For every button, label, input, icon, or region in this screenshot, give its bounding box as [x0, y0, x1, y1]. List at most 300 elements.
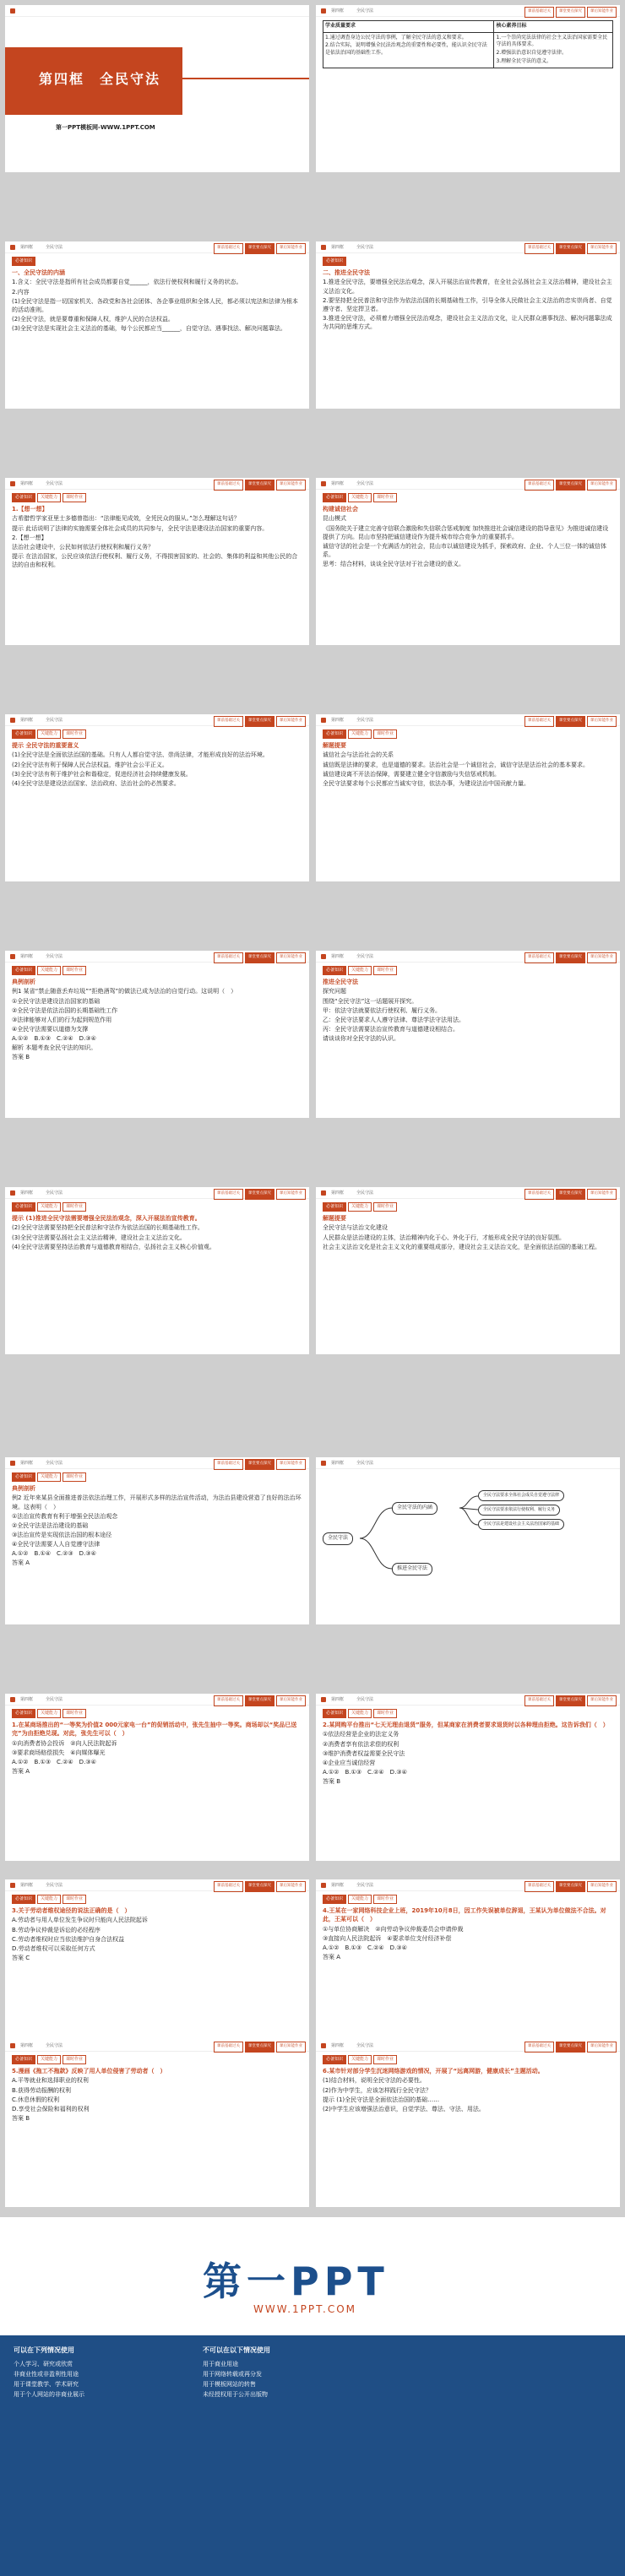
nav-button-pre[interactable]: 课前基础过关	[214, 1459, 243, 1470]
nav-button-key[interactable]: 课堂要点探究	[245, 2042, 274, 2053]
text-line: 5.漫画《拖工不拖款》反映了用人单位侵害了劳动者（ ）	[12, 2068, 166, 2075]
slide-header	[316, 951, 620, 963]
text-line: (2)全民守法，就是要尊重和保障人权，维护人民的合法权益。	[12, 315, 174, 323]
header-topic: 全民守法	[46, 2043, 63, 2048]
slide-mindmap	[316, 1457, 620, 1624]
text-line: ②消费者享有依法求偿的权利	[323, 1740, 399, 1748]
text-line: 3.关于劳动者维权途径的说法正确的是（ ）	[12, 1907, 131, 1915]
text-line: ③直接向人民法院起诉 ④要求单位支付经济补偿	[323, 1934, 452, 1942]
nav-button-hw[interactable]: 课后知能作业	[276, 1459, 306, 1470]
slide-header	[316, 478, 620, 490]
text-line: (1)全民守法是指一切国家机关、各政党和各社会团体、各企事业组织和全体人民，都必须以宪法和法律为根本的活动准则。	[12, 297, 298, 313]
slide-header	[316, 714, 620, 726]
header-chapter: 第四框	[20, 245, 34, 250]
nav-button-hw[interactable]: 课后知能作业	[276, 1189, 306, 1200]
section-tab[interactable]: 关键能力	[348, 493, 372, 502]
slide-header	[316, 241, 620, 253]
header-chapter: 第四框	[20, 1697, 34, 1702]
nav-button-hw[interactable]: 课后知能作业	[587, 243, 617, 254]
header-marker-icon	[10, 8, 15, 14]
slide-header	[5, 714, 309, 726]
slide-s3	[5, 241, 309, 409]
nav-button-key[interactable]: 课堂要点探究	[556, 2042, 585, 2053]
nav-button-hw[interactable]: 课后知能作业	[587, 952, 617, 963]
section-tab[interactable]: 必备知识	[323, 729, 346, 739]
allowed-item: 非商业性或非盈利性用途	[14, 2370, 79, 2378]
section-tab[interactable]: 关键能力	[37, 1709, 61, 1718]
allowed-item: 用于个人网站的非商业展示	[14, 2391, 84, 2399]
slide-s8	[316, 714, 620, 881]
text-line: 提示 全民守法的重要意义	[12, 742, 79, 750]
goal-line: 1.一个崇尚宪法法律的社会主义法治国家需要全民守法的具体要求。	[496, 34, 608, 48]
header-marker-icon	[10, 1697, 15, 1702]
goal-line: 3.理解全民守法的意义。	[496, 57, 552, 64]
nav-button-key[interactable]: 课堂要点探究	[245, 1695, 274, 1706]
section-tab[interactable]: 必备知识	[323, 966, 346, 975]
section-tab[interactable]: 关键能力	[348, 729, 372, 739]
forbidden-item: 未经授权用于公开出版物	[203, 2391, 268, 2399]
header-topic: 全民守法	[46, 718, 63, 723]
header-marker-icon	[321, 718, 326, 723]
nav-button-key[interactable]: 课堂要点探究	[245, 1881, 274, 1892]
header-marker-icon	[321, 8, 326, 14]
text-line: A.劳动者与用人单位发生争议时只能向人民法院起诉	[12, 1917, 148, 1924]
section-tab[interactable]: 关键能力	[37, 493, 61, 502]
slide-goals	[316, 5, 620, 172]
text-line: D.享受社会保险和福利的权利	[12, 2105, 90, 2112]
text-line: 答案 C	[12, 1954, 30, 1961]
text-line: 围绕“全民守法”这一话题展开探究。	[323, 997, 418, 1005]
header-chapter: 第四框	[20, 1883, 34, 1888]
section-tab[interactable]: 关键能力	[348, 966, 372, 975]
header-marker-icon	[321, 245, 326, 250]
section-tab[interactable]: 课时作业	[373, 1709, 397, 1718]
text-line: 请谈谈你对全民守法的认识。	[323, 1035, 399, 1043]
brand-url[interactable]: WWW.1PPT.COM	[253, 2303, 357, 2315]
header-topic: 全民守法	[356, 718, 374, 723]
forbidden-item: 用于网络转载或再分发	[203, 2370, 262, 2378]
text-line: 1.推进全民守法，要增强全民法治观念，深入开展法治宣传教育，在全社会弘扬社会主义法治精神，建设社会主义法治文化。	[323, 279, 612, 295]
section-tab[interactable]: 必备知识	[12, 493, 35, 502]
nav-button-pre[interactable]: 课前基础过关	[214, 1881, 243, 1892]
text-line: 2.某网购平台推出“七天无理由退货”服务，但某商家在消费者要求退货时以各种理由拒绝。这告诉我们（ ）	[323, 1722, 609, 1729]
slide-s13	[5, 1457, 309, 1624]
nav-button-key[interactable]: 课堂要点探究	[556, 716, 585, 727]
goals-table	[323, 20, 613, 68]
nav-button-pre[interactable]: 课前基础过关	[524, 2042, 554, 2053]
text-line: 乙：全民守法要求人人遵守法律、尊法学法守法用法。	[323, 1016, 465, 1023]
text-line: A.平等就业和选择职业的权利	[12, 2077, 89, 2085]
header-marker-icon	[10, 1883, 15, 1888]
header-topic: 全民守法	[46, 954, 63, 959]
text-line: 提示 此话说明了法律的实施需要全体社会成员的共同参与，全民守法是建设法治国家的重要内容。	[12, 524, 269, 532]
slide-s11	[5, 1187, 309, 1354]
nav-button-hw[interactable]: 课后知能作业	[587, 2042, 617, 2053]
mindmap-leaf: 全民守法要求全体社会成员自觉遵守法律	[478, 1490, 564, 1501]
allowed-title: 可以在下列情况使用	[14, 2346, 74, 2354]
forbidden-item: 用于商业用途	[203, 2360, 238, 2367]
slide-header	[5, 241, 309, 253]
text-line: 甲：依法守法就要依法行使权利、履行义务。	[323, 1006, 441, 1014]
nav-button-key[interactable]: 课堂要点探究	[245, 1189, 274, 1200]
section-tab[interactable]: 课时作业	[62, 1202, 86, 1212]
text-line: 探究问题	[323, 988, 346, 995]
text-line: ③法律能够对人们的行为起到规范作用	[12, 1016, 112, 1023]
header-topic: 全民守法	[356, 245, 374, 250]
text-line: ①法治宣传教育有利于增强全民法治观念	[12, 1512, 118, 1520]
text-line: (4)全民守法需要坚持法治教育与道德教育相结合，弘扬社会主义核心价值观。	[12, 1243, 215, 1250]
text-line: 全民守法与法治文化建设	[323, 1224, 388, 1232]
text-line: 解析 本题考查全民守法的知识。	[12, 1044, 97, 1052]
text-line: 推进全民守法	[323, 979, 358, 986]
text-line: 6.某市针对部分学生沉迷网络游戏的情况，开展了“远离网游，健康成长”主题活动。	[323, 2068, 544, 2075]
section-tag: 必备知识	[323, 257, 346, 266]
end-slide	[0, 2217, 625, 2576]
header-chapter: 第四框	[20, 1461, 34, 1466]
header-marker-icon	[321, 2043, 326, 2048]
slide-s15	[5, 1694, 309, 1861]
section-tab[interactable]: 关键能力	[348, 1709, 372, 1718]
nav-button-pre[interactable]: 课前基础过关	[524, 1881, 554, 1892]
header-marker-icon	[10, 954, 15, 959]
nav-button-pre[interactable]: 课前基础过关	[214, 243, 243, 254]
text-line: D.劳动者维权可以采取任何方式	[12, 1944, 95, 1952]
header-chapter: 第四框	[20, 481, 34, 486]
nav-button-key[interactable]: 课堂要点探究	[556, 480, 585, 491]
forbidden-title: 不可以在以下情况使用	[203, 2346, 270, 2354]
nav-button-hw[interactable]: 课后知能作业	[587, 716, 617, 727]
mindmap-root: 全民守法	[323, 1532, 353, 1545]
text-line: 法治社会建设中，公民如何依法行使权利和履行义务？	[12, 543, 154, 550]
nav-button-key[interactable]: 课堂要点探究	[245, 243, 274, 254]
slide-s7	[5, 714, 309, 881]
text-line: ③维护消费者权益需要全民守法	[323, 1749, 405, 1757]
header-marker-icon	[10, 1461, 15, 1466]
header-chapter: 第四框	[331, 1461, 345, 1466]
table-cell	[323, 32, 494, 68]
text-line: A.①② B.①③ C.②④ D.③④	[12, 1035, 96, 1043]
slide-s20	[316, 2040, 620, 2207]
header-topic: 全民守法	[356, 954, 374, 959]
header-marker-icon	[321, 481, 326, 486]
section-tab[interactable]: 关键能力	[37, 2055, 61, 2064]
text-line: (1)全民守法是全面依法治国的基础。只有人人都自觉守法、崇尚法律，才能形成良好的法治环境。	[12, 751, 269, 759]
mindmap-branch-promote: 推进全民守法	[392, 1563, 432, 1575]
section-tab[interactable]: 课时作业	[373, 493, 397, 502]
section-tab[interactable]: 必备知识	[12, 1202, 35, 1212]
text-line: 诚信既是法律的要求，也是道德的要求。法治社会是一个诚信社会，诚信守法是法治社会的基本要求。	[323, 761, 589, 768]
text-line: ①依法经营是企业的法定义务	[323, 1731, 399, 1738]
text-line: 例2 近年来某县全面推进普法依法治理工作，开展形式多样的法治宣传活动，为法治县建设营造了良好的法治环境。这表明（ ）	[12, 1494, 302, 1510]
nav-button-hw[interactable]: 课后知能作业	[587, 1189, 617, 1200]
nav-button-key[interactable]: 课堂要点探究	[556, 243, 585, 254]
text-line: ③要求商场赔偿损失 ④向媒体曝光	[12, 1749, 106, 1756]
text-line: 答案 A	[323, 1953, 341, 1960]
text-line: 答案 A	[12, 1767, 30, 1775]
slide-header	[5, 478, 309, 490]
section-tab[interactable]: 必备知识	[12, 1472, 35, 1482]
text-line: A.①② B.①③ C.②④ D.③④	[12, 1758, 96, 1765]
section-tab[interactable]: 关键能力	[348, 1202, 372, 1212]
section-tab[interactable]: 课时作业	[373, 966, 397, 975]
header-marker-icon	[321, 1883, 326, 1888]
nav-button-key[interactable]: 课堂要点探究	[556, 1695, 585, 1706]
nav-button-pre[interactable]: 课前基础过关	[214, 716, 243, 727]
section-tab[interactable]: 课时作业	[62, 1709, 86, 1718]
text-line: 答案 A	[12, 1559, 30, 1567]
section-tab[interactable]: 课时作业	[373, 1895, 397, 1904]
mindmap-leaf: 全民守法是建设社会主义法治国家的基础	[478, 1519, 564, 1530]
text-line: ②全民守法是法治建设的基础	[12, 1521, 89, 1529]
forbidden-item: 用于模板网站的转售	[203, 2381, 256, 2389]
section-tab[interactable]: 关键能力	[348, 2055, 372, 2064]
header-chapter: 第四框	[331, 718, 345, 723]
text-line: 提示 (1)推进全民守法需要增强全民法治观念，深入开展法治宣传教育。	[12, 1215, 201, 1223]
brand-logo: 第一PPT	[203, 2259, 389, 2304]
text-line: A.①② B.①③ C.②④ D.③④	[323, 1944, 407, 1951]
header-topic: 全民守法	[356, 1883, 374, 1888]
header-chapter: 第四框	[331, 1883, 345, 1888]
text-line: ①与单位协商解决 ②向劳动争议仲裁委员会申请仲裁	[323, 1925, 464, 1933]
text-line: A.①② B.①③ C.②④ D.③④	[323, 1768, 407, 1776]
section-tab[interactable]: 关键能力	[37, 1895, 61, 1904]
nav-button-pre[interactable]: 课前基础过关	[214, 952, 243, 963]
section-tab[interactable]: 关键能力	[37, 966, 61, 975]
text-line: ④全民守法需要以道德为支撑	[12, 1025, 89, 1033]
text-line: 诚信建设离不开法治保障，需要建立健全守信激励与失信惩戒机制。	[323, 770, 500, 778]
text-line: 答案 B	[12, 1054, 30, 1061]
forbidden-list	[203, 2346, 456, 2401]
slide-s6	[316, 478, 620, 645]
section-tab[interactable]: 必备知识	[12, 1709, 35, 1718]
header-chapter: 第四框	[20, 2043, 34, 2048]
table-header: 核心素养目标	[494, 21, 613, 33]
nav-button-hw[interactable]: 课后知能作业	[276, 480, 306, 491]
slide-s16	[316, 1694, 620, 1861]
header-chapter: 第四框	[331, 1697, 345, 1702]
section-tab[interactable]: 必备知识	[323, 1709, 346, 1718]
section-tab[interactable]: 必备知识	[323, 1202, 346, 1212]
req-line: 1.通过调查身边公民守法的事例，了解全民守法的意义和要求。	[325, 34, 467, 41]
section-tab[interactable]: 课时作业	[373, 1202, 397, 1212]
header-topic: 全民守法	[356, 8, 374, 14]
nav-button-hw[interactable]: 课后知能作业	[587, 1695, 617, 1706]
text-line: A.①② B.①④ C.②③ D.③④	[12, 1550, 96, 1558]
text-line: ④企业应当诚信经营	[323, 1759, 376, 1766]
header-chapter: 第四框	[331, 245, 345, 250]
section-tab[interactable]: 课时作业	[62, 2055, 86, 2064]
section-tab[interactable]: 必备知识	[12, 729, 35, 739]
text-line: 答案 B	[12, 2114, 30, 2122]
text-line: 1.在某商场推出的“一等奖为价值2 000元家电一台”的促销活动中，张先生抽中一等奖。商场却以“奖品已送完”为由拒绝兑现。对此，张先生可以（ ）	[12, 1722, 297, 1738]
header-topic: 全民守法	[46, 1190, 63, 1196]
nav-button-key[interactable]: 课堂要点探究	[556, 952, 585, 963]
header-topic: 全民守法	[46, 1461, 63, 1466]
header-chapter: 第四框	[20, 954, 34, 959]
text-line: (3)全民守法需要弘扬社会主义法治精神，建设社会主义法治文化。	[12, 1234, 186, 1241]
slide-s10	[316, 951, 620, 1118]
nav-button-key[interactable]: 课堂要点探究	[556, 1189, 585, 1200]
nav-button-key[interactable]: 课堂要点探究	[245, 1459, 274, 1470]
nav-button-pre[interactable]: 课前基础过关	[524, 952, 554, 963]
section-tag: 必备知识	[12, 257, 35, 266]
text-line: C.休息休假的权利	[12, 2096, 60, 2103]
text-line: 全民守法要求每个公民都应当诚实守信，依法办事，为建设法治中国贡献力量。	[323, 779, 530, 787]
text-line: C.劳动者维权时应当依法维护自身合法权益	[12, 1935, 125, 1943]
section-tab[interactable]: 关键能力	[348, 1895, 372, 1904]
header-topic: 全民守法	[46, 1883, 63, 1888]
slide-header	[5, 951, 309, 963]
nav-button-key[interactable]: 课堂要点探究	[556, 1881, 585, 1892]
section-tab[interactable]: 课时作业	[62, 729, 86, 739]
goal-line: 2.增强法治意识自觉遵守法律。	[496, 50, 568, 57]
section-tab[interactable]: 课时作业	[373, 2055, 397, 2064]
text-line: 2.【想一想】	[12, 534, 47, 541]
header-chapter: 第四框	[20, 718, 34, 723]
section-tab[interactable]: 课时作业	[62, 1895, 86, 1904]
header-chapter: 第四框	[331, 954, 345, 959]
nav-button-key[interactable]: 课堂要点探究	[556, 7, 585, 18]
text-line: (3)全民守法是实现社会主义法治的基础，每个公民都应当______，自觉守法、遇事找法、解决问题靠法。	[12, 325, 286, 333]
section-tab[interactable]: 课时作业	[62, 966, 86, 975]
slide-header	[316, 1694, 620, 1706]
text-line: 例1 某省“禁止随意丢弃垃圾”“拒绝酒驾”的做法已成为法治的自觉行动。这说明（ ）	[12, 988, 237, 995]
slide-s12	[316, 1187, 620, 1354]
section-tab[interactable]: 必备知识	[12, 2055, 35, 2064]
text-line: 答案 B	[323, 1778, 341, 1786]
nav-button-pre[interactable]: 课前基础过关	[524, 7, 554, 18]
section-tab[interactable]: 课时作业	[373, 729, 397, 739]
text-line: 提示 在法治国家，公民应该依法行使权利、履行义务，不得损害国家的、社会的、集体的利益和其他公民的合法的自由和权利。	[12, 552, 298, 569]
slide-s17	[5, 1879, 309, 2047]
section-tab[interactable]: 必备知识	[12, 966, 35, 975]
header-topic: 全民守法	[356, 1190, 374, 1196]
slide-header	[5, 1187, 309, 1199]
section-tab[interactable]: 必备知识	[323, 1895, 346, 1904]
slide-header	[316, 2040, 620, 2052]
text-line: 诚信守法的社会是一个充满活力的社会，昆山市以诚信建设为抓手，探索政府、企业、个人三位一体的诚信体系。	[323, 542, 606, 558]
slide-s4	[316, 241, 620, 409]
nav-button-pre[interactable]: 课前基础过关	[524, 716, 554, 727]
end-logo-area	[0, 2217, 625, 2335]
slide-s19	[5, 2040, 309, 2207]
section-tab[interactable]: 关键能力	[37, 1202, 61, 1212]
section-tab[interactable]: 关键能力	[37, 1472, 61, 1482]
nav-button-hw[interactable]: 课后知能作业	[276, 952, 306, 963]
nav-button-pre[interactable]: 课前基础过关	[524, 243, 554, 254]
text-line: (1)结合材料，说明全民守法的必要性。	[323, 2077, 426, 2085]
title-band	[5, 47, 182, 115]
nav-button-pre[interactable]: 课前基础过关	[524, 480, 554, 491]
nav-button-hw[interactable]: 课后知能作业	[276, 243, 306, 254]
text-line: (4)全民守法是建设法治国家、法治政府、法治社会的必然要求。	[12, 779, 180, 787]
text-line: 《国务院关于建立完善守信联合激励和失信联合惩戒制度 加快推进社会诚信建设的指导意见》为推进诚信建设提供了方向。昆山市坚持把诚信建设作为提升城市综合竞争力的重要抓手。	[323, 524, 609, 540]
text-line: 古希腊哲学家亚里士多德曾指出：“法律能见成效，全凭民众的服从。”怎么理解这句话？	[12, 515, 240, 523]
header-marker-icon	[321, 954, 326, 959]
nav-button-pre[interactable]: 课前基础过关	[214, 1189, 243, 1200]
nav-button-hw[interactable]: 课后知能作业	[276, 1881, 306, 1892]
license-panel	[0, 2335, 625, 2576]
header-marker-icon	[321, 1190, 326, 1196]
text-line: 丙：全民守法需要法治宣传教育与道德建设相结合。	[323, 1025, 459, 1033]
section-tab[interactable]: 必备知识	[12, 1895, 35, 1904]
req-line: 2.结合实际，说明增强全民法治观念的重要性和必要性，能认识全民守法是依法治国的基础性工作。	[325, 42, 487, 57]
nav-button-pre[interactable]: 课前基础过关	[524, 1695, 554, 1706]
text-line: ②全民守法是依法治国的长期基础性工作	[12, 1006, 118, 1014]
nav-button-pre[interactable]: 课前基础过关	[214, 2042, 243, 2053]
nav-button-hw[interactable]: 课后知能作业	[587, 480, 617, 491]
slide-header	[5, 1457, 309, 1469]
text-line: 思考：结合材料，谈谈全民守法对于社会建设的意义。	[323, 561, 465, 568]
text-line: 解题提要	[323, 1215, 346, 1223]
slide-header	[5, 1694, 309, 1706]
nav-button-pre[interactable]: 课前基础过关	[214, 1695, 243, 1706]
header-topic: 全民守法	[356, 1461, 374, 1466]
text-line: 4.王某在一家网络科技企业上班，2019年10月8日，因工作失误被单位辞退，王某认为单位做法不合法。对此，王某可以（ ）	[323, 1907, 606, 1923]
text-line: 构建诚信社会	[323, 506, 358, 513]
header-chapter: 第四框	[331, 1190, 345, 1196]
header-topic: 全民守法	[356, 1697, 374, 1702]
header-topic: 全民守法	[46, 245, 63, 250]
slide-s5	[5, 478, 309, 645]
slide-header	[316, 1187, 620, 1199]
section-tab[interactable]: 课时作业	[62, 1472, 86, 1482]
text-line: ④全民守法需要人人自觉遵守法律	[12, 1541, 101, 1548]
table-cell	[494, 32, 613, 68]
header-chapter: 第四框	[20, 1190, 34, 1196]
header-chapter: 第四框	[331, 8, 345, 14]
nav-button-hw[interactable]: 课后知能作业	[276, 716, 306, 727]
nav-button-pre[interactable]: 课前基础过关	[214, 480, 243, 491]
nav-button-hw[interactable]: 课后知能作业	[587, 1881, 617, 1892]
nav-button-hw[interactable]: 课后知能作业	[587, 7, 617, 18]
header-topic: 全民守法	[46, 481, 63, 486]
allowed-item: 用于课堂教学、学术研究	[14, 2381, 79, 2389]
text-line: 提示 (1)全民守法是全面依法治国的基础……	[323, 2096, 440, 2103]
nav-button-key[interactable]: 课堂要点探究	[245, 716, 274, 727]
text-line: 一、全民守法的内涵	[12, 269, 65, 277]
header-marker-icon	[10, 481, 15, 486]
slide-title-text: 第四框 全民守法	[39, 71, 161, 87]
nav-button-pre[interactable]: 课前基础过关	[524, 1189, 554, 1200]
header-chapter: 第四框	[331, 2043, 345, 2048]
section-tab[interactable]: 课时作业	[62, 493, 86, 502]
section-tab[interactable]: 关键能力	[37, 729, 61, 739]
nav-button-hw[interactable]: 课后知能作业	[276, 2042, 306, 2053]
text-line: (2)全民守法需要坚持把全民普法和守法作为依法治国的长期基础性工作。	[12, 1224, 204, 1232]
mindmap-lines	[316, 1457, 620, 1624]
section-tab[interactable]: 必备知识	[323, 493, 346, 502]
text-line: ①向消费者协会投诉 ②向人民法院起诉	[12, 1739, 117, 1747]
allowed-item: 个人学习、研究或欣赏	[14, 2360, 73, 2367]
header-marker-icon	[10, 1190, 15, 1196]
text-line: B.劳动争议仲裁是诉讼的必经程序	[12, 1926, 101, 1933]
slide-s9	[5, 951, 309, 1118]
nav-button-key[interactable]: 课堂要点探究	[245, 480, 274, 491]
slide-header	[316, 5, 620, 17]
text-line: 1.含义：全民守法是指所有社会成员都要自觉______，依法行使权利和履行义务的状态。	[12, 279, 242, 286]
text-line: ①全民守法是建设法治国家的基础	[12, 997, 101, 1005]
section-tab[interactable]: 必备知识	[323, 2055, 346, 2064]
header-topic: 全民守法	[356, 2043, 374, 2048]
mindmap-leaf: 全民守法要求依法行使权利、履行义务	[478, 1505, 560, 1516]
text-line: (2)中学生应该增强法治意识，自觉学法、尊法、守法、用法。	[323, 2105, 485, 2112]
nav-button-key[interactable]: 课堂要点探究	[245, 952, 274, 963]
mindmap-branch-meaning: 全民守法的内涵	[392, 1502, 438, 1515]
slide-header	[5, 2040, 309, 2052]
header-marker-icon	[10, 2043, 15, 2048]
nav-button-hw[interactable]: 课后知能作业	[276, 1695, 306, 1706]
